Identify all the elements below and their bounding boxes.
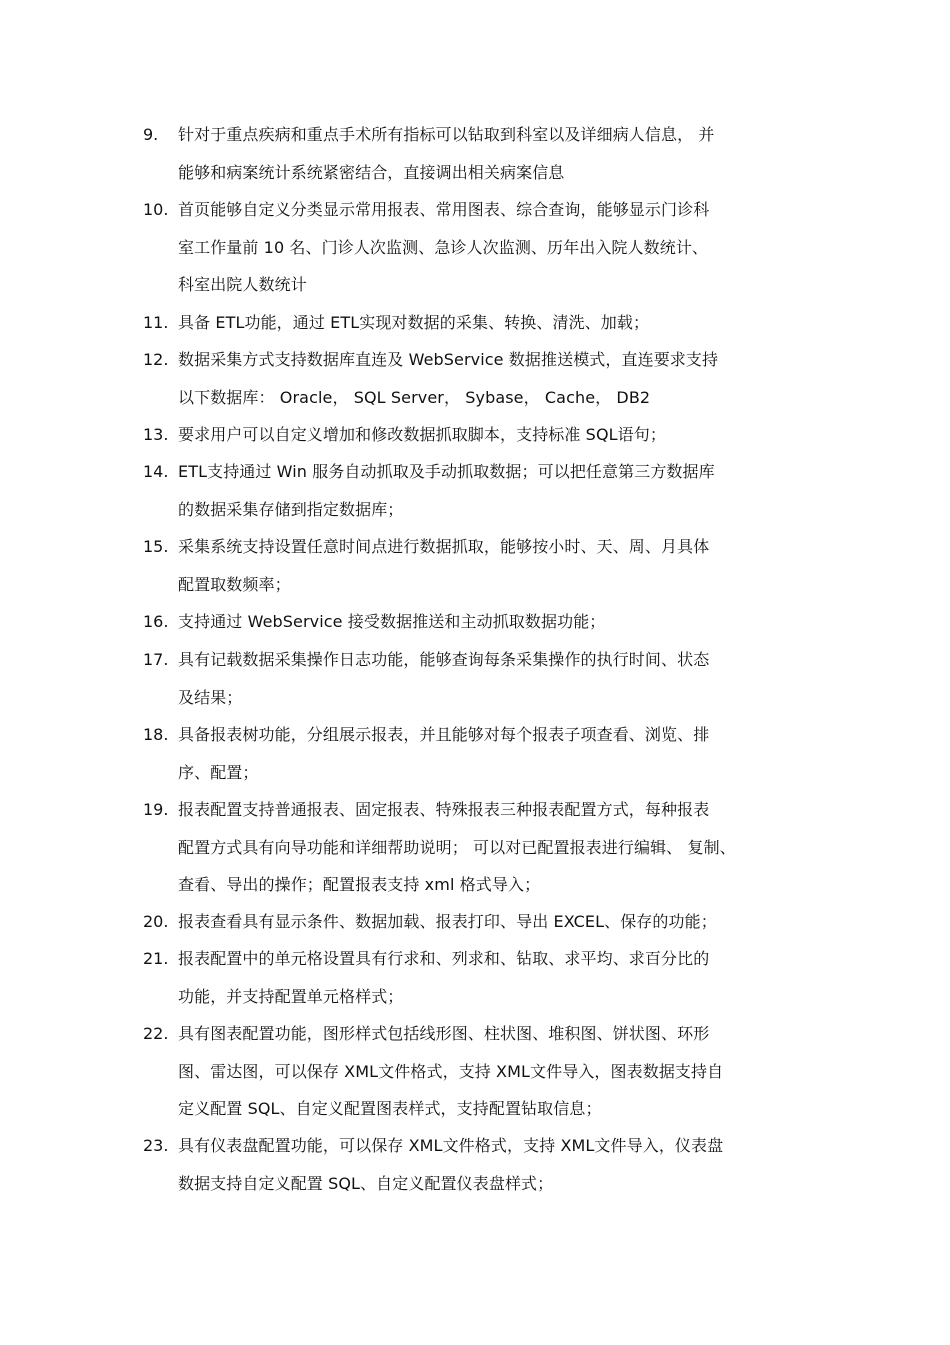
item-number: 11. [143, 313, 169, 332]
item-text-line: 配置取数频率； [178, 574, 291, 594]
item-text-line: 采集系统支持设置任意时间点进行数据抓取，能够按小时、天、周、月具体 [178, 537, 710, 556]
item-number: 10. [143, 200, 169, 219]
item-number: 19. [143, 800, 169, 819]
item-text-line: 图、雷达图，可以保存 XML文件格式，支持 XML文件导入，图表数据支持自 [178, 1061, 724, 1081]
item-text-line: 具有仪表盘配置功能，可以保存 XML文件格式，支持 XML文件导入，仪表盘 [178, 1136, 724, 1155]
item-number: 17. [143, 650, 169, 669]
item-text-line: 数据采集方式支持数据库直连及 WebService 数据推送模式，直连要求支持 [178, 350, 719, 369]
item-number: 21. [143, 949, 169, 968]
item-text-line: 以下数据库： Oracle， SQL Server， Sybase， Cache， DB2 [178, 387, 651, 407]
item-text-line: 报表查看具有显示条件、数据加载、报表打印、导出 EXCEL、保存的功能； [178, 912, 717, 931]
item-text-line: 报表配置中的单元格设置具有行求和、列求和、钻取、求平均、求百分比的 [178, 949, 710, 968]
item-text-line: 报表配置支持普通报表、固定报表、特殊报表三种报表配置方式，每种报表 [178, 800, 710, 819]
item-text-line: 能够和病案统计系统紧密结合，直接调出相关病案信息 [178, 162, 565, 182]
item-number: 20. [143, 912, 169, 931]
item-text-line: 配置方式具有向导功能和详细帮助说明； 可以对已配置报表进行编辑、 复制、 [178, 837, 736, 857]
item-text-line: 要求用户可以自定义增加和修改数据抓取脚本，支持标准 SQL语句； [178, 425, 666, 444]
item-number: 13. [143, 425, 169, 444]
item-text-line: 数据支持自定义配置 SQL、自定义配置仪表盘样式； [178, 1173, 554, 1193]
item-number: 18. [143, 725, 169, 744]
item-text-line: 查看、导出的操作；配置报表支持 xml 格式导入； [178, 875, 541, 894]
item-text-line: 具备报表树功能，分组展示报表，并且能够对每个报表子项查看、浏览、排 [178, 725, 710, 744]
item-number: 14. [143, 462, 169, 481]
item-number: 22. [143, 1024, 169, 1043]
item-text-line: 定义配置 SQL、自定义配置图表样式，支持配置钻取信息； [178, 1099, 602, 1118]
item-text-line: 序、配置； [178, 762, 259, 782]
item-text-line: 首页能够自定义分类显示常用报表、常用图表、综合查询，能够显示门诊科 [178, 200, 710, 219]
item-text-line: 功能，并支持配置单元格样式； [178, 986, 404, 1006]
item-number: 12. [143, 350, 169, 369]
item-text-line: 及结果； [178, 687, 243, 707]
item-text-line: 具有图表配置功能，图形样式包括线形图、柱状图、堆积图、饼状图、环形 [178, 1024, 710, 1043]
item-text-line: ETL支持通过 Win 服务自动抓取及手动抓取数据；可以把任意第三方数据库 [178, 462, 715, 481]
item-text-line: 室工作量前 10 名、门诊人次监测、急诊人次监测、历年出入院人数统计、 [178, 237, 709, 257]
item-number: 9. [143, 125, 159, 144]
item-text-line: 针对于重点疾病和重点手术所有指标可以钻取到科室以及详细病人信息， 并 [178, 125, 715, 144]
item-text-line: 的数据采集存储到指定数据库； [178, 499, 404, 519]
item-text-line: 具备 ETL功能，通过 ETL实现对数据的采集、转换、清洗、加载； [178, 313, 650, 332]
item-number: 23. [143, 1136, 169, 1155]
item-text-line: 具有记载数据采集操作日志功能，能够查询每条采集操作的执行时间、状态 [178, 650, 710, 669]
item-number: 15. [143, 537, 169, 556]
item-text-line: 支持通过 WebService 接受数据推送和主动抓取数据功能； [178, 612, 606, 631]
item-text-line: 科室出院人数统计 [178, 275, 307, 294]
item-number: 16. [143, 612, 169, 631]
